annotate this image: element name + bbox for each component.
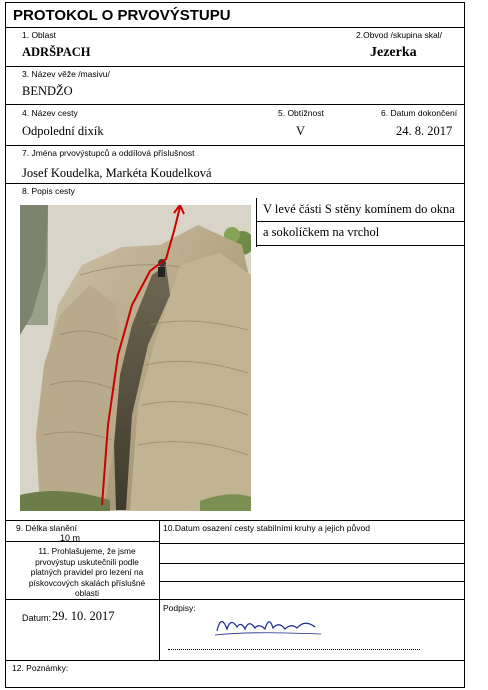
osazeni-label: 10.Datum osazení cesty stabilními kruhy a jejich původ — [163, 523, 370, 533]
jmena-value: Josef Koudelka, Markéta Koudelková — [22, 166, 212, 180]
divider — [256, 221, 464, 222]
signature — [211, 609, 331, 639]
nazev-veze-label: 3. Název věže /masivu/ — [22, 69, 110, 79]
delka-slaneni-value: 10 m — [60, 533, 81, 543]
obvod-value: Jezerka — [370, 45, 417, 60]
divider — [6, 520, 464, 521]
datum-label: Datum: — [22, 613, 52, 623]
datum-dokonceni-value: 24. 8. 2017 — [396, 124, 453, 138]
divider — [256, 245, 464, 246]
podpisy-label: Podpisy: — [163, 603, 196, 613]
nazev-cesty-value: Odpolední dixík — [22, 124, 104, 138]
datum-value: 29. 10. 2017 — [52, 609, 115, 623]
divider — [6, 66, 464, 67]
divider — [6, 145, 464, 146]
route-photo-image — [20, 205, 251, 511]
popis-line-1: V levé části S stěny komínem do okna — [263, 202, 455, 216]
oblast-label: 1. Oblast — [22, 30, 57, 40]
datum-dokonceni-label: 6. Datum dokončení — [381, 108, 458, 118]
divider — [159, 563, 464, 564]
jmena-label: 7. Jména prvovýstupců a oddílová příslušnost — [22, 148, 195, 158]
popis-label: 8. Popis cesty — [22, 186, 75, 196]
divider — [6, 599, 464, 600]
oblast-value: ADRŠPACH — [22, 45, 91, 59]
divider — [6, 660, 464, 661]
nazev-veze-value: BENDŽO — [22, 84, 73, 98]
form-title: PROTOKOL O PRVOVÝSTUPU — [13, 7, 231, 24]
divider — [256, 198, 257, 247]
popis-line-2: a sokolíčkem na vrchol — [263, 225, 380, 239]
declaration-text: 11. Prohlašujeme, že jsme prvovýstup uskutečnili podle platných pravidel pro lezení na pískovcových skalách příslušné oblasti — [28, 546, 146, 599]
poznamky-label: 12. Poznámky: — [12, 663, 69, 673]
obtiznost-label: 5. Obtížnost — [278, 108, 324, 118]
nazev-cesty-label: 4. Název cesty — [22, 108, 78, 118]
protocol-form — [5, 2, 465, 688]
obtiznost-value: V — [296, 124, 306, 138]
signature-line — [168, 649, 420, 650]
divider — [159, 520, 160, 660]
divider — [159, 581, 464, 582]
delka-slaneni-label: 9. Délka slanění — [16, 523, 77, 533]
divider — [6, 27, 464, 28]
divider — [159, 543, 464, 544]
divider — [6, 541, 159, 542]
divider — [6, 183, 464, 184]
divider — [6, 104, 464, 105]
obvod-label: 2.Obvod /skupina skal/ — [356, 30, 442, 40]
route-photo — [20, 205, 251, 511]
